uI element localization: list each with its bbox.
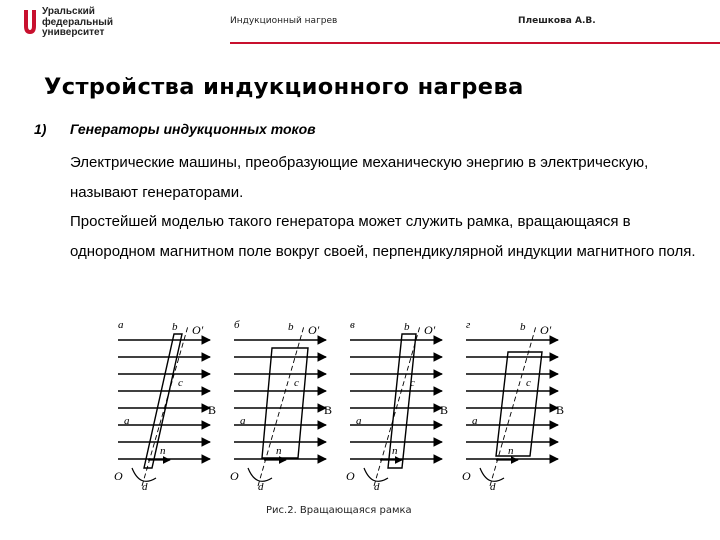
- vertex-label-a: a: [356, 415, 362, 427]
- logo-text: [42, 7, 113, 39]
- axis-label-o: O: [230, 469, 239, 483]
- axis-label-o-prime: O′: [308, 323, 320, 337]
- rotation-arc: [132, 468, 156, 481]
- normal-label-n: n: [392, 445, 398, 457]
- vertex-label-c: c: [526, 377, 531, 389]
- axis-label-o-prime: O′: [192, 323, 204, 337]
- axis-label-o-prime: O′: [424, 323, 436, 337]
- rotation-axis: [258, 326, 304, 486]
- figure-caption: Рис.2. Вращающаяся рамка: [266, 505, 412, 516]
- vertex-label-b: b: [520, 321, 526, 333]
- body-text: [70, 148, 700, 266]
- vertex-label-a: a: [240, 415, 246, 427]
- field-label-b: B: [440, 403, 449, 417]
- axis-label-o: O: [462, 469, 471, 483]
- vertex-label-c: c: [410, 377, 415, 389]
- normal-label-n: n: [276, 445, 282, 457]
- vertex-label-d: d: [374, 481, 380, 493]
- list-number: 1): [34, 121, 47, 137]
- vertex-label-b: b: [172, 321, 178, 333]
- header-author: Плешкова А.В.: [518, 16, 596, 26]
- header-topic: Индукционный нагрев: [230, 16, 338, 26]
- rotation-arc: [364, 468, 388, 481]
- figure-panel: [230, 319, 332, 493]
- figure-panel: [462, 319, 564, 493]
- vertex-label-c: c: [294, 377, 299, 389]
- logo-line: федеральный: [42, 16, 113, 28]
- axis-label-o: O: [114, 469, 123, 483]
- university-logo: [22, 6, 132, 40]
- vertex-label-a: a: [472, 415, 478, 427]
- vertex-label-b: b: [404, 321, 410, 333]
- paragraph: Простейшей моделью такого генератора может служить рамка, вращающаяся в однородном магнитном поле вокруг своей, перпендикулярной индукции магнитного поля.: [70, 213, 696, 260]
- logo-line: университет: [42, 27, 105, 38]
- list-item-heading: [34, 121, 316, 137]
- rotating-frame-figure: [112, 318, 582, 498]
- vertex-label-b: b: [288, 321, 294, 333]
- figure-panel: [114, 319, 216, 493]
- panel-letter: в: [350, 319, 355, 331]
- vertex-label-a: a: [124, 415, 130, 427]
- panel-letter: г: [466, 319, 471, 331]
- panel-letter: б: [234, 319, 240, 331]
- rotation-arc: [248, 468, 272, 481]
- vertex-label-d: d: [490, 481, 496, 493]
- axis-label-o-prime: O′: [540, 323, 552, 337]
- field-label-b: B: [556, 403, 565, 417]
- rotation-axis: [490, 326, 536, 486]
- axis-label-o: O: [346, 469, 355, 483]
- field-label-b: B: [208, 403, 217, 417]
- slide-title: Устройства индукционного нагрева: [44, 74, 524, 100]
- rotation-axis: [374, 326, 420, 486]
- vertex-label-d: d: [258, 481, 264, 493]
- logo-mark-icon: [22, 8, 38, 36]
- normal-label-n: n: [508, 445, 514, 457]
- rotation-arc: [480, 468, 504, 481]
- figure-panel: [346, 319, 448, 493]
- logo-line: Уральский: [42, 6, 95, 17]
- paragraph: Электрические машины, преобразующие механическую энергию в электрическую, называют генераторами.: [70, 154, 649, 201]
- header-divider: [230, 42, 720, 44]
- conducting-frame: [496, 352, 542, 456]
- normal-label-n: n: [160, 445, 166, 457]
- vertex-label-d: d: [142, 481, 148, 493]
- field-label-b: B: [324, 403, 333, 417]
- list-heading-text: Генераторы индукционных токов: [70, 121, 316, 137]
- vertex-label-c: c: [178, 377, 183, 389]
- rotation-axis: [142, 326, 188, 486]
- panel-letter: а: [118, 319, 124, 331]
